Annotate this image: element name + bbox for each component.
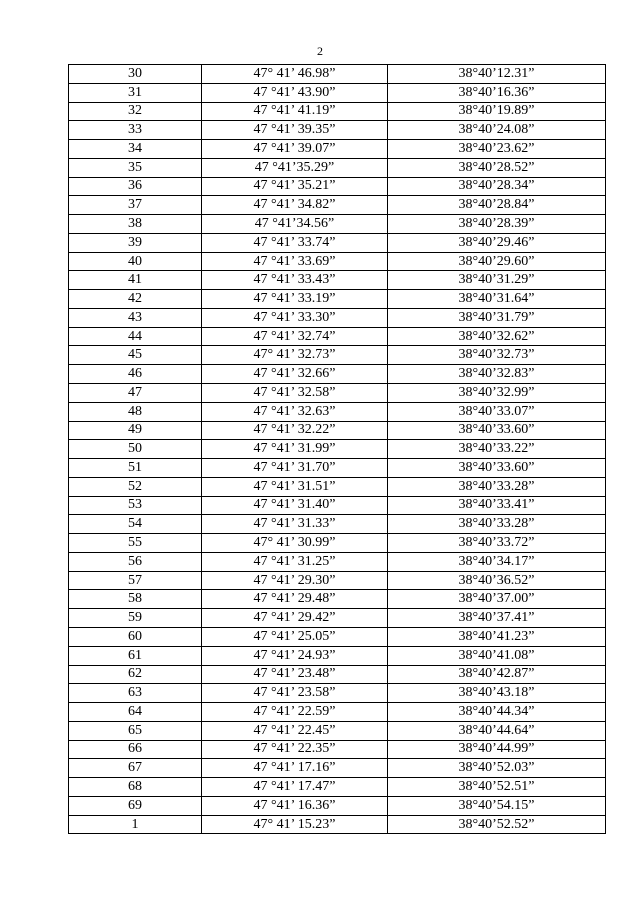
longitude-cell: 38°40’32.73” xyxy=(388,346,606,365)
latitude-cell: 47 °41’ 39.35” xyxy=(202,121,388,140)
point-number-cell: 58 xyxy=(69,590,202,609)
table-row xyxy=(69,233,606,252)
latitude-cell: 47 °41’ 17.16” xyxy=(202,759,388,778)
point-number-cell: 48 xyxy=(69,402,202,421)
point-number-cell: 40 xyxy=(69,252,202,271)
longitude-cell: 38°40’32.83” xyxy=(388,365,606,384)
point-number-cell: 1 xyxy=(69,815,202,834)
latitude-cell: 47 °41’ 16.36” xyxy=(202,796,388,815)
longitude-cell: 38°40’36.52” xyxy=(388,571,606,590)
point-number-cell: 54 xyxy=(69,515,202,534)
longitude-cell: 38°40’33.22” xyxy=(388,440,606,459)
table-row xyxy=(69,684,606,703)
table-row xyxy=(69,121,606,140)
table-row xyxy=(69,252,606,271)
latitude-cell: 47 °41’ 32.58” xyxy=(202,384,388,403)
point-number-cell: 65 xyxy=(69,721,202,740)
latitude-cell: 47 °41’ 35.21” xyxy=(202,177,388,196)
point-number-cell: 53 xyxy=(69,496,202,515)
latitude-cell: 47 °41’ 41.19” xyxy=(202,102,388,121)
table-row xyxy=(69,346,606,365)
table-row xyxy=(69,665,606,684)
longitude-cell: 38°40’37.41” xyxy=(388,609,606,628)
table-row xyxy=(69,609,606,628)
longitude-cell: 38°40’32.99” xyxy=(388,384,606,403)
point-number-cell: 41 xyxy=(69,271,202,290)
point-number-cell: 31 xyxy=(69,83,202,102)
point-number-cell: 49 xyxy=(69,421,202,440)
point-number-cell: 59 xyxy=(69,609,202,628)
latitude-cell: 47 °41’ 29.30” xyxy=(202,571,388,590)
table-row xyxy=(69,721,606,740)
latitude-cell: 47° 41’ 30.99” xyxy=(202,534,388,553)
latitude-cell: 47 °41’ 32.63” xyxy=(202,402,388,421)
longitude-cell: 38°40’29.60” xyxy=(388,252,606,271)
latitude-cell: 47 °41’ 29.48” xyxy=(202,590,388,609)
point-number-cell: 45 xyxy=(69,346,202,365)
table-row xyxy=(69,496,606,515)
latitude-cell: 47 °41’ 33.69” xyxy=(202,252,388,271)
latitude-cell: 47 °41’ 23.58” xyxy=(202,684,388,703)
point-number-cell: 61 xyxy=(69,646,202,665)
latitude-cell: 47 °41’ 24.93” xyxy=(202,646,388,665)
longitude-cell: 38°40’33.72” xyxy=(388,534,606,553)
latitude-cell: 47 °41’ 33.30” xyxy=(202,308,388,327)
longitude-cell: 38°40’52.52” xyxy=(388,815,606,834)
latitude-cell: 47 °41’ 22.35” xyxy=(202,740,388,759)
coordinates-table xyxy=(68,64,606,834)
longitude-cell: 38°40’33.60” xyxy=(388,421,606,440)
table-row xyxy=(69,740,606,759)
longitude-cell: 38°40’31.64” xyxy=(388,290,606,309)
point-number-cell: 56 xyxy=(69,552,202,571)
latitude-cell: 47 °41’ 31.40” xyxy=(202,496,388,515)
table-row xyxy=(69,515,606,534)
table-row xyxy=(69,83,606,102)
table-row xyxy=(69,440,606,459)
longitude-cell: 38°40’52.03” xyxy=(388,759,606,778)
longitude-cell: 38°40’31.29” xyxy=(388,271,606,290)
longitude-cell: 38°40’33.28” xyxy=(388,477,606,496)
table-row xyxy=(69,571,606,590)
point-number-cell: 30 xyxy=(69,65,202,84)
table-row xyxy=(69,102,606,121)
latitude-cell: 47 °41’ 39.07” xyxy=(202,140,388,159)
longitude-cell: 38°40’23.62” xyxy=(388,140,606,159)
latitude-cell: 47 °41’ 31.51” xyxy=(202,477,388,496)
longitude-cell: 38°40’29.46” xyxy=(388,233,606,252)
latitude-cell: 47 °41’ 33.74” xyxy=(202,233,388,252)
table-row xyxy=(69,646,606,665)
longitude-cell: 38°40’24.08” xyxy=(388,121,606,140)
table-row xyxy=(69,552,606,571)
table-row xyxy=(69,327,606,346)
point-number-cell: 39 xyxy=(69,233,202,252)
table-row xyxy=(69,590,606,609)
point-number-cell: 50 xyxy=(69,440,202,459)
longitude-cell: 38°40’44.34” xyxy=(388,703,606,722)
longitude-cell: 38°40’33.07” xyxy=(388,402,606,421)
table-row xyxy=(69,140,606,159)
table-row xyxy=(69,796,606,815)
table-row xyxy=(69,215,606,234)
table-row xyxy=(69,365,606,384)
longitude-cell: 38°40’42.87” xyxy=(388,665,606,684)
longitude-cell: 38°40’33.60” xyxy=(388,459,606,478)
latitude-cell: 47 °41’ 25.05” xyxy=(202,627,388,646)
point-number-cell: 55 xyxy=(69,534,202,553)
latitude-cell: 47 °41’ 33.43” xyxy=(202,271,388,290)
point-number-cell: 69 xyxy=(69,796,202,815)
table-row xyxy=(69,271,606,290)
latitude-cell: 47 °41’ 31.99” xyxy=(202,440,388,459)
point-number-cell: 33 xyxy=(69,121,202,140)
latitude-cell: 47° 41’ 32.73” xyxy=(202,346,388,365)
longitude-cell: 38°40’44.99” xyxy=(388,740,606,759)
table-row xyxy=(69,308,606,327)
table-row xyxy=(69,402,606,421)
latitude-cell: 47 °41’ 22.59” xyxy=(202,703,388,722)
table-row xyxy=(69,534,606,553)
latitude-cell: 47 °41’ 32.22” xyxy=(202,421,388,440)
longitude-cell: 38°40’19.89” xyxy=(388,102,606,121)
table-row xyxy=(69,384,606,403)
longitude-cell: 38°40’28.52” xyxy=(388,158,606,177)
table-row xyxy=(69,459,606,478)
longitude-cell: 38°40’28.34” xyxy=(388,177,606,196)
latitude-cell: 47 °41’ 31.33” xyxy=(202,515,388,534)
longitude-cell: 38°40’33.28” xyxy=(388,515,606,534)
table-row xyxy=(69,759,606,778)
point-number-cell: 64 xyxy=(69,703,202,722)
table-row xyxy=(69,65,606,84)
latitude-cell: 47° 41’ 46.98” xyxy=(202,65,388,84)
point-number-cell: 52 xyxy=(69,477,202,496)
point-number-cell: 57 xyxy=(69,571,202,590)
table-row xyxy=(69,703,606,722)
longitude-cell: 38°40’41.08” xyxy=(388,646,606,665)
longitude-cell: 38°40’16.36” xyxy=(388,83,606,102)
coordinates-table-body xyxy=(69,65,606,834)
longitude-cell: 38°40’28.39” xyxy=(388,215,606,234)
table-row xyxy=(69,421,606,440)
table-row xyxy=(69,815,606,834)
page-number: 2 xyxy=(317,44,323,58)
table-row xyxy=(69,158,606,177)
point-number-cell: 66 xyxy=(69,740,202,759)
longitude-cell: 38°40’41.23” xyxy=(388,627,606,646)
point-number-cell: 42 xyxy=(69,290,202,309)
longitude-cell: 38°40’37.00” xyxy=(388,590,606,609)
point-number-cell: 67 xyxy=(69,759,202,778)
latitude-cell: 47 °41’ 22.45” xyxy=(202,721,388,740)
table-row xyxy=(69,290,606,309)
table-row xyxy=(69,477,606,496)
longitude-cell: 38°40’33.41” xyxy=(388,496,606,515)
latitude-cell: 47 °41’ 17.47” xyxy=(202,778,388,797)
latitude-cell: 47 °41’34.56” xyxy=(202,215,388,234)
latitude-cell: 47° 41’ 15.23” xyxy=(202,815,388,834)
point-number-cell: 36 xyxy=(69,177,202,196)
longitude-cell: 38°40’12.31” xyxy=(388,65,606,84)
point-number-cell: 46 xyxy=(69,365,202,384)
point-number-cell: 62 xyxy=(69,665,202,684)
table-row xyxy=(69,778,606,797)
point-number-cell: 63 xyxy=(69,684,202,703)
latitude-cell: 47 °41’ 32.74” xyxy=(202,327,388,346)
point-number-cell: 34 xyxy=(69,140,202,159)
latitude-cell: 47 °41’ 32.66” xyxy=(202,365,388,384)
latitude-cell: 47 °41’ 23.48” xyxy=(202,665,388,684)
point-number-cell: 43 xyxy=(69,308,202,327)
point-number-cell: 51 xyxy=(69,459,202,478)
table-row xyxy=(69,177,606,196)
latitude-cell: 47 °41’35.29” xyxy=(202,158,388,177)
latitude-cell: 47 °41’ 33.19” xyxy=(202,290,388,309)
longitude-cell: 38°40’54.15” xyxy=(388,796,606,815)
point-number-cell: 60 xyxy=(69,627,202,646)
latitude-cell: 47 °41’ 43.90” xyxy=(202,83,388,102)
longitude-cell: 38°40’31.79” xyxy=(388,308,606,327)
point-number-cell: 38 xyxy=(69,215,202,234)
longitude-cell: 38°40’44.64” xyxy=(388,721,606,740)
longitude-cell: 38°40’52.51” xyxy=(388,778,606,797)
point-number-cell: 35 xyxy=(69,158,202,177)
table-row xyxy=(69,196,606,215)
longitude-cell: 38°40’34.17” xyxy=(388,552,606,571)
longitude-cell: 38°40’32.62” xyxy=(388,327,606,346)
point-number-cell: 37 xyxy=(69,196,202,215)
longitude-cell: 38°40’43.18” xyxy=(388,684,606,703)
latitude-cell: 47 °41’ 29.42” xyxy=(202,609,388,628)
point-number-cell: 68 xyxy=(69,778,202,797)
latitude-cell: 47 °41’ 31.25” xyxy=(202,552,388,571)
longitude-cell: 38°40’28.84” xyxy=(388,196,606,215)
latitude-cell: 47 °41’ 31.70” xyxy=(202,459,388,478)
table-row xyxy=(69,627,606,646)
point-number-cell: 44 xyxy=(69,327,202,346)
point-number-cell: 32 xyxy=(69,102,202,121)
point-number-cell: 47 xyxy=(69,384,202,403)
latitude-cell: 47 °41’ 34.82” xyxy=(202,196,388,215)
